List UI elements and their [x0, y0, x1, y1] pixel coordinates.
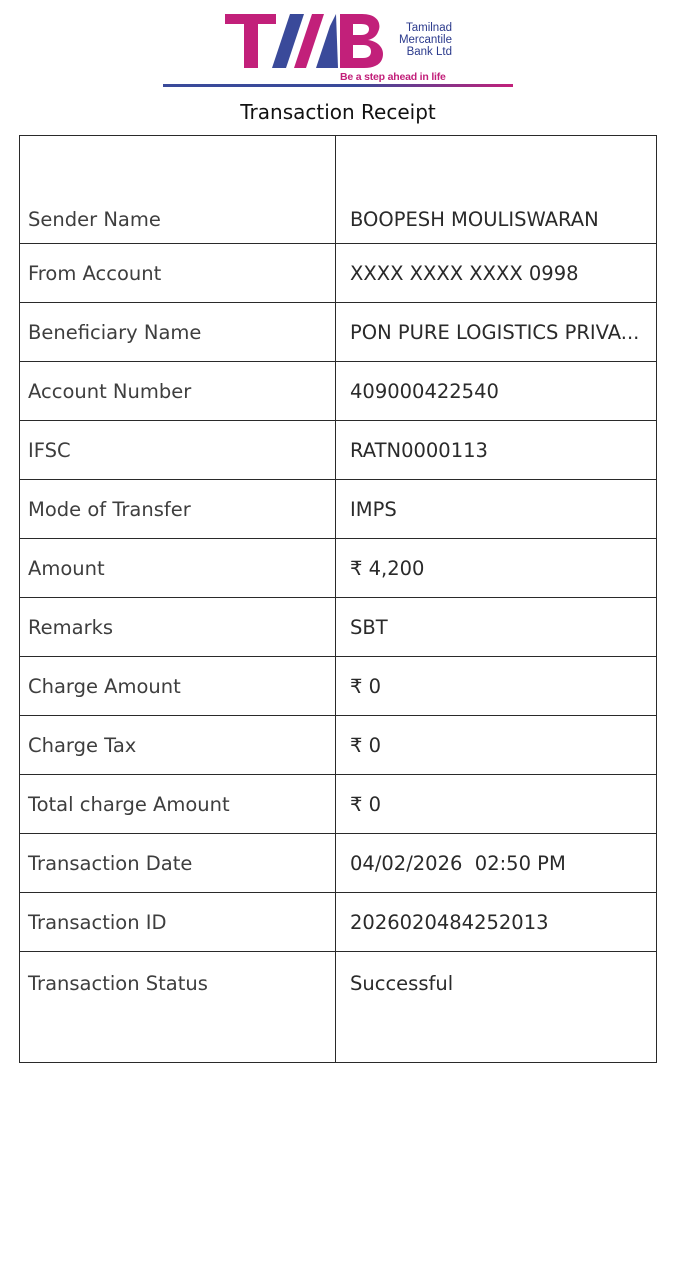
row-label: Remarks: [20, 598, 336, 657]
bank-tagline: Be a step ahead in life: [340, 71, 446, 83]
row-value: 2026020484252013: [336, 893, 657, 952]
row-label: Total charge Amount: [20, 775, 336, 834]
table-row: [20, 657, 657, 716]
table-row: [20, 716, 657, 775]
bank-logo: [160, 8, 516, 90]
row-label: Mode of Transfer: [20, 480, 336, 539]
logo-divider: [163, 84, 513, 87]
table-row: [20, 834, 657, 893]
bank-name-line-1: Tamilnad: [405, 22, 452, 34]
status-value: Successful: [336, 952, 657, 1063]
row-value: ₹ 0: [336, 716, 657, 775]
bank-name: [392, 22, 452, 58]
receipt-table: [19, 135, 657, 1063]
table-row: [20, 244, 657, 303]
table-row: [20, 539, 657, 598]
row-value: BOOPESH MOULISWARAN: [336, 136, 657, 244]
table-row: [20, 362, 657, 421]
page-title: Transaction Receipt: [240, 100, 436, 124]
row-value: PON PURE LOGISTICS PRIVA...: [336, 303, 657, 362]
row-label: Charge Amount: [20, 657, 336, 716]
row-label: Transaction Date: [20, 834, 336, 893]
table-row: [20, 893, 657, 952]
row-label: Beneficiary Name: [20, 303, 336, 362]
row-value: ₹ 4,200: [336, 539, 657, 598]
table-row: [20, 480, 657, 539]
row-value: ₹ 0: [336, 657, 657, 716]
row-label: Amount: [20, 539, 336, 598]
table-row: [20, 136, 657, 244]
row-label: IFSC: [20, 421, 336, 480]
table-row: [20, 952, 657, 1063]
bank-name-line-2: Mercantile: [398, 34, 452, 46]
row-value: ₹ 0: [336, 775, 657, 834]
row-label: Account Number: [20, 362, 336, 421]
row-label: Transaction ID: [20, 893, 336, 952]
table-row: [20, 775, 657, 834]
row-value: 409000422540: [336, 362, 657, 421]
bank-name-line-3: Bank Ltd: [406, 46, 452, 58]
row-value: XXXX XXXX XXXX 0998: [336, 244, 657, 303]
table-row: [20, 421, 657, 480]
row-value: SBT: [336, 598, 657, 657]
row-label: From Account: [20, 244, 336, 303]
row-value: 04/02/2026 02:50 PM: [336, 834, 657, 893]
tmb-logo-mark: [220, 12, 386, 70]
row-label: Transaction Status: [20, 952, 336, 1063]
row-value: RATN0000113: [336, 421, 657, 480]
row-label: Sender Name: [20, 136, 336, 244]
table-row: [20, 598, 657, 657]
row-label: Charge Tax: [20, 716, 336, 775]
row-value: IMPS: [336, 480, 657, 539]
table-row: [20, 303, 657, 362]
